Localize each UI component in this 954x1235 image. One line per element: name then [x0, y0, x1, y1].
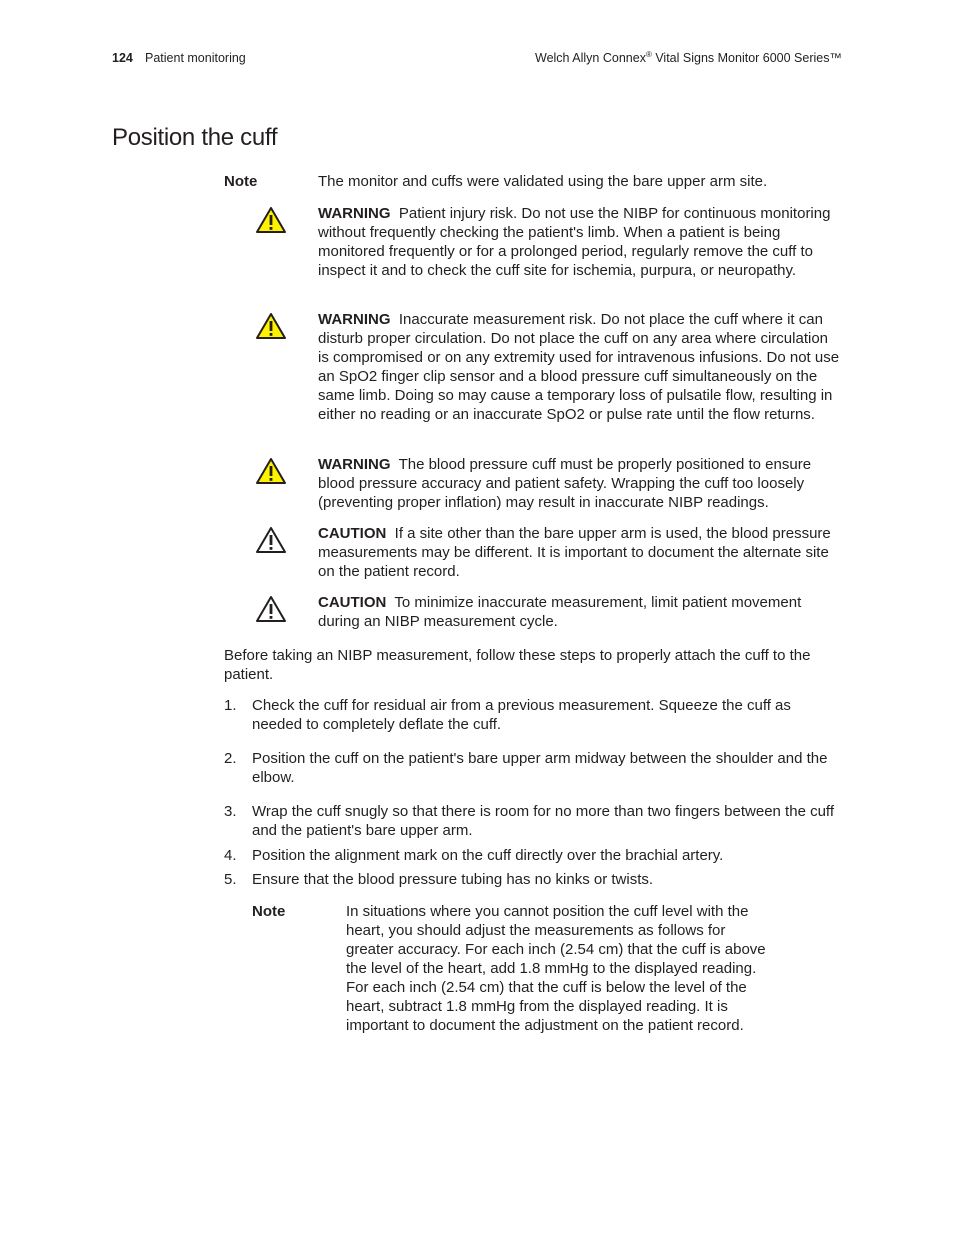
step-number: 5.: [224, 871, 237, 888]
step-number: 1.: [224, 697, 237, 714]
step-text: Position the alignment mark on the cuff directly over the brachial artery.: [252, 847, 724, 864]
warning-icon: [255, 312, 287, 340]
note-text: In situations where you cannot position the cuff level with the heart, you should adjust the measurements as follows for greater accuracy. For each inch (2.54 cm) that the cuff is above the level of the heart, add 1.8 mmHg to the displayed reading. For each inch (2.54 cm) that the cuff is below the level of the heart, subtract 1.8 mmHg from the displayed reading. It is important to document the adjustment on the patient record.: [346, 903, 766, 1034]
warning-icon: [255, 206, 287, 234]
alert-text: To minimize inaccurate measurement, limit patient movement during an NIBP measurement cycle.: [318, 594, 802, 630]
alert-keyword: CAUTION: [318, 594, 387, 611]
header-section-title: Patient monitoring: [145, 51, 246, 65]
step-text: Wrap the cuff snugly so that there is room for no more than two fingers between the cuff and the patient's bare upper arm.: [252, 803, 834, 839]
step-text: Ensure that the blood pressure tubing has no kinks or twists.: [252, 871, 654, 888]
header-product-name: [535, 51, 842, 65]
registered-mark: ®: [645, 50, 652, 59]
alert-keyword: CAUTION: [318, 525, 387, 542]
alert-text: Inaccurate measurement risk. Do not place the cuff where it can disturb proper circulation. Do not place the cuff on any area where circulation is compromised or on any extremity used for intravenous infusions. Do not use an SpO2 finger clip sensor and a blood pressure cuff simultaneously on the same limb. Doing so may cause a temporary loss of pulsatile flow, resulting in either no reading or an inaccurate SpO2 or pulse rate until the flow returns.: [318, 311, 840, 423]
page-header: [112, 51, 842, 69]
caution-icon: [255, 595, 287, 623]
product-name: Welch Allyn Connex: [535, 51, 646, 65]
step-number: 4.: [224, 847, 237, 864]
warning-icon: [255, 457, 287, 485]
intro-paragraph: Before taking an NIBP measurement, follow these steps to properly attach the cuff to the patient.: [224, 647, 811, 683]
note-label: Note: [224, 173, 258, 190]
step-text: Check the cuff for residual air from a previous measurement. Squeeze the cuff as needed to completely deflate the cuff.: [252, 697, 791, 733]
page-title: Position the cuff: [112, 124, 278, 151]
step-number: 2.: [224, 750, 237, 767]
product-name-rest: Vital Signs Monitor 6000 Series™: [651, 51, 842, 65]
caution-icon: [255, 526, 287, 554]
page-number: 124: [112, 51, 133, 65]
note-label: Note: [252, 903, 286, 920]
alert-caution-1: [318, 524, 840, 581]
step-number: 3.: [224, 803, 237, 820]
alert-caution-2: [318, 593, 840, 631]
step-text: Position the cuff on the patient's bare upper arm midway between the shoulder and the elbow.: [252, 750, 828, 786]
alert-keyword: WARNING: [318, 205, 391, 222]
alert-warning-1: [318, 204, 840, 280]
alert-keyword: WARNING: [318, 456, 391, 473]
alert-warning-3: [318, 455, 842, 512]
alert-text: Patient injury risk. Do not use the NIBP for continuous monitoring without frequently checking the patient's limb. When a patient is being monitored frequently or for a prolonged period, regularly remove the cuff to inspect it and to check the cuff site for ischemia, purpura, or neuropathy.: [318, 205, 831, 279]
alert-text: If a site other than the bare upper arm is used, the blood pressure measurements may be different. It is important to document the alternate site on the patient record.: [318, 525, 831, 580]
alert-text: The blood pressure cuff must be properly positioned to ensure blood pressure accuracy and patient safety. Wrapping the cuff too loosely (preventing proper inflation) may result in inaccurate NIBP readings.: [318, 456, 812, 511]
alert-keyword: WARNING: [318, 311, 391, 328]
note-text: The monitor and cuffs were validated using the bare upper arm site.: [318, 173, 768, 190]
alert-warning-2: [318, 310, 840, 424]
